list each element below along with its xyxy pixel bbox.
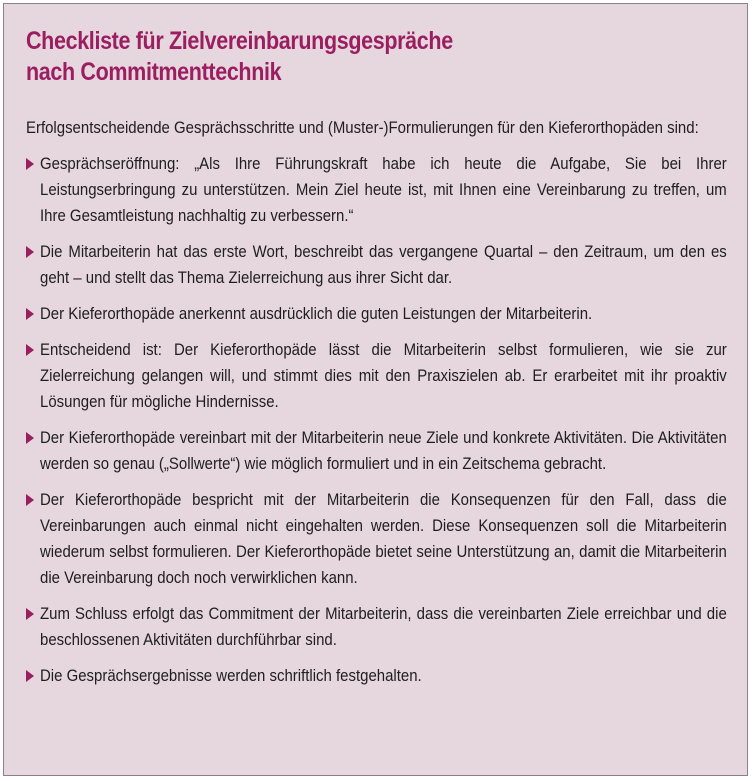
title-line-1: Checkliste für Zielvereinbarungsgespräche	[26, 27, 453, 55]
checklist-items	[26, 151, 727, 689]
list-item	[26, 239, 727, 291]
triangle-right-icon	[26, 158, 34, 170]
list-item-text: Der Kieferorthopäde vereinbart mit der Mitarbeiterin neue Ziele und konkrete Aktivitäten. Die Aktivitäten werden so genau („Sollwerte“) wie möglich formuliert und in ein Zeitschema gebracht.	[40, 428, 727, 473]
checklist-box	[3, 3, 748, 776]
list-item	[26, 487, 727, 591]
triangle-right-icon	[26, 308, 34, 320]
list-item	[26, 663, 727, 689]
intro-paragraph: Erfolgsentscheidende Gesprächsschritte und (Muster-)Formulierungen für den Kieferorthopäden sind:	[26, 118, 699, 137]
title-line-2: nach Commitmenttechnik	[26, 58, 282, 86]
list-item	[26, 337, 727, 415]
list-item	[26, 301, 727, 327]
triangle-right-icon	[26, 670, 34, 682]
triangle-right-icon	[26, 246, 34, 258]
list-item-text: Die Gesprächsergebnisse werden schriftlich festgehalten.	[40, 666, 422, 685]
triangle-right-icon	[26, 344, 34, 356]
list-item-text: Entscheidend ist: Der Kieferorthopäde lässt die Mitarbeiterin selbst formulieren, wie sie zur Zielerreichung gelangen will, und stimmt dies mit den Praxiszielen ab. Er erarbeitet mit ihr proaktiv Lösungen für mögliche Hindernisse.	[40, 340, 727, 411]
list-item-text: Der Kieferorthopäde bespricht mit der Mitarbeiterin die Konsequenzen für den Fall, dass die Vereinbarungen auch einmal nicht eingehalten werden. Diese Konsequenzen soll die Mitarbeiterin wiederum selbst formulieren. Der Kieferorthopäde bietet seine Unterstützung an, damit die Mitarbeiterin die Vereinbarung doch noch verwirklichen kann.	[40, 490, 727, 587]
list-item	[26, 425, 727, 477]
list-item-text: Die Mitarbeiterin hat das erste Wort, beschreibt das vergangene Quartal – den Zeitraum, um den es geht – und stellt das Thema Zielerreichung aus ihrer Sicht dar.	[40, 242, 727, 287]
list-item-text: Gesprächseröffnung: „Als Ihre Führungskraft habe ich heute die Aufgabe, Sie bei Ihrer Leistungserbringung zu unterstützen. Mein Ziel heute ist, mit Ihnen eine Vereinbarung zu treffen, um Ihre Gesamtleistung nachhaltig zu verbessern.“	[40, 154, 727, 225]
triangle-right-icon	[26, 432, 34, 444]
triangle-right-icon	[26, 494, 34, 506]
list-item	[26, 151, 727, 229]
list-item-text: Der Kieferorthopäde anerkennt ausdrücklich die guten Leistungen der Mitarbeiterin.	[40, 304, 593, 323]
list-item	[26, 601, 727, 653]
checklist-title	[26, 26, 725, 88]
triangle-right-icon	[26, 608, 34, 620]
list-item-text: Zum Schluss erfolgt das Commitment der Mitarbeiterin, dass die vereinbarten Ziele erreichbar und die beschlossenen Aktivitäten durchführbar sind.	[40, 604, 727, 649]
